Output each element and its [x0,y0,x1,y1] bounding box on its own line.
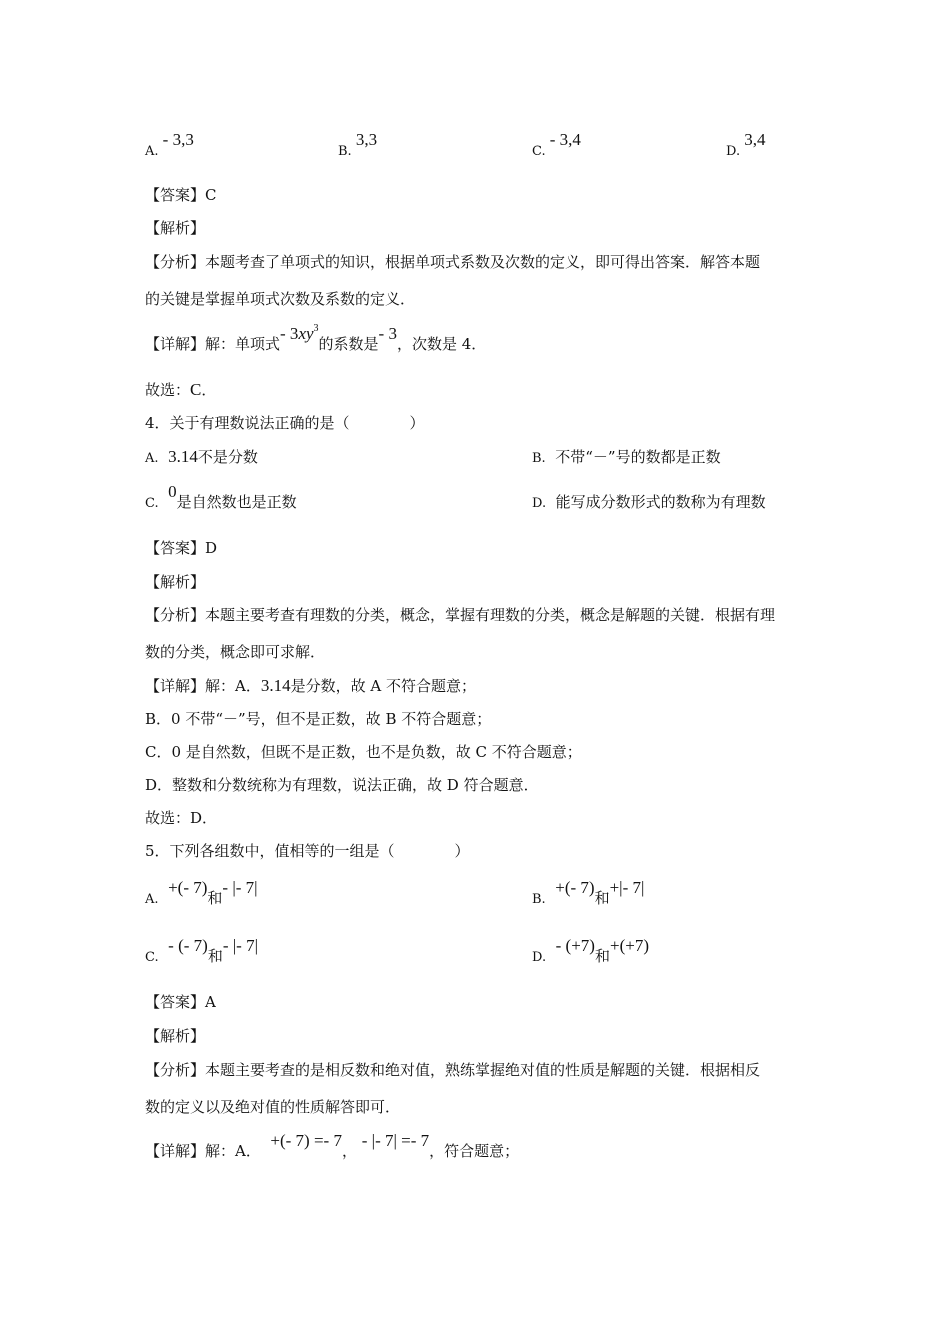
q4-analysis-title: 【解析】 [145,573,206,591]
option-label: C. [145,950,159,965]
option-label: D. [532,496,547,511]
option-text: 不带“－”号的数都是正数 [555,448,721,466]
conclusion-prefix: 故选： [145,381,191,399]
detail-separator: ， [341,1142,357,1160]
q4-detail-d: D．整数和分数统称为有理数，说法正确，故 D 符合题意． [145,776,539,794]
detail-prefix: 【详解】解：A． [145,677,261,695]
q4-analysis-line1: 【分析】本题主要考查有理数的分类，概念，掌握有理数的分类，概念是解题的关键．根据有理 [145,606,776,624]
conclusion-suffix: ． [201,381,217,399]
q4-analysis-line2: 数的分类，概念即可求解． [145,643,326,661]
detail-rest: 是分数，故 A 不符合题意； [290,677,476,695]
option-and: 和 [207,947,223,965]
option-and: 和 [594,889,610,907]
option-left-expr: - (- 7) [168,936,208,955]
option-left-expr: +(- 7) [555,878,595,897]
q3-analysis-title: 【解析】 [145,219,206,237]
q4-detail-b: B．0 不带“－”号，但不是正数，故 B 不符合题意； [145,710,492,728]
monomial-exponent: 3 [313,323,319,334]
option-value: - 3,3 [162,130,194,149]
option-label: C. [145,496,159,511]
q5-detail [145,1131,520,1161]
q3-conclusion [145,380,216,400]
q5-option-c [145,936,258,968]
detail-prefix: 【详解】解：A． [145,1142,261,1160]
option-label: B. [338,144,352,159]
q4-detail-c: C．0 是自然数，但既不是正数，也不是负数，故 C 不符合题意； [145,743,582,761]
option-label: A. [145,892,159,907]
monomial-variables: xy [298,324,314,343]
coefficient-value: - 3 [378,324,397,343]
q5-stem: 5．下列各组数中，值相等的一组是（ ） [145,842,470,860]
q3-option-b [338,130,378,162]
option-value: 3,4 [744,130,766,149]
q4-stem: 4．关于有理数说法正确的是（ ） [145,414,425,432]
detail-suffix: ，次数是 4． [396,335,487,353]
option-and: 和 [207,889,223,907]
detail-prefix: 【详解】解：单项式 [145,335,281,353]
option-right-expr: - |- 7| [222,936,258,955]
q4-option-a [145,447,258,469]
option-label: A. [145,451,159,466]
q5-option-a [145,878,258,910]
q4-option-b [532,447,721,469]
q3-option-d [726,130,766,162]
q3-analysis-line2: 的关键是掌握单项式次数及系数的定义． [145,290,416,308]
monomial-expression [280,324,319,343]
detail-math: 3.14 [260,676,291,695]
q3-answer: 【答案】C [145,186,217,204]
detail-expr-1: +(- 7) =- 7 [270,1131,342,1150]
option-math: 3.14 [168,447,198,466]
q3-option-a [145,130,194,162]
conclusion-choice: C [190,380,202,399]
option-text: 不是分数 [197,448,258,466]
option-label: D. [726,144,741,159]
q4-conclusion: 故选：D． [145,809,218,827]
option-right-expr: +(+7) [609,936,649,955]
option-label: D. [532,950,547,965]
q5-analysis-title: 【解析】 [145,1027,206,1045]
option-right-expr: - |- 7| [222,878,258,897]
q3-analysis-line1: 【分析】本题考查了单项式的知识，根据单项式系数及次数的定义，即可得出答案．解答本题 [145,253,761,271]
q5-answer: 【答案】A [145,993,216,1011]
option-label: C. [532,144,546,159]
option-left-expr: - (+7) [555,936,595,955]
q4-option-d [532,492,766,514]
option-and: 和 [594,947,610,965]
option-math: 0 [168,482,177,501]
option-text: 能写成分数形式的数称为有理数 [555,493,766,511]
monomial-coefficient: - 3 [280,324,299,343]
detail-suffix: ，符合题意； [429,1142,520,1160]
q5-analysis-line2: 数的定义以及绝对值的性质解答即可． [145,1098,401,1116]
q5-analysis-line1: 【分析】本题主要考查的是相反数和绝对值，熟练掌握绝对值的性质是解题的关键．根据相反 [145,1061,761,1079]
detail-mid: 的系数是 [318,335,379,353]
q3-option-c [532,130,581,162]
option-label: B. [532,451,546,466]
option-value: - 3,4 [549,130,581,149]
q4-option-c [145,482,297,514]
q4-detail-a [145,676,476,696]
q5-option-d [532,936,649,968]
detail-expr-2: - |- 7| =- 7 [361,1131,430,1150]
q5-option-b [532,878,645,910]
q4-answer: 【答案】D [145,539,218,557]
option-label: B. [532,892,546,907]
option-right-expr: +|- 7| [609,878,645,897]
q3-detail [145,323,487,357]
option-label: A. [145,144,159,159]
option-left-expr: +(- 7) [168,878,208,897]
option-value: 3,3 [355,130,378,149]
option-text: 是自然数也是正数 [176,493,297,511]
